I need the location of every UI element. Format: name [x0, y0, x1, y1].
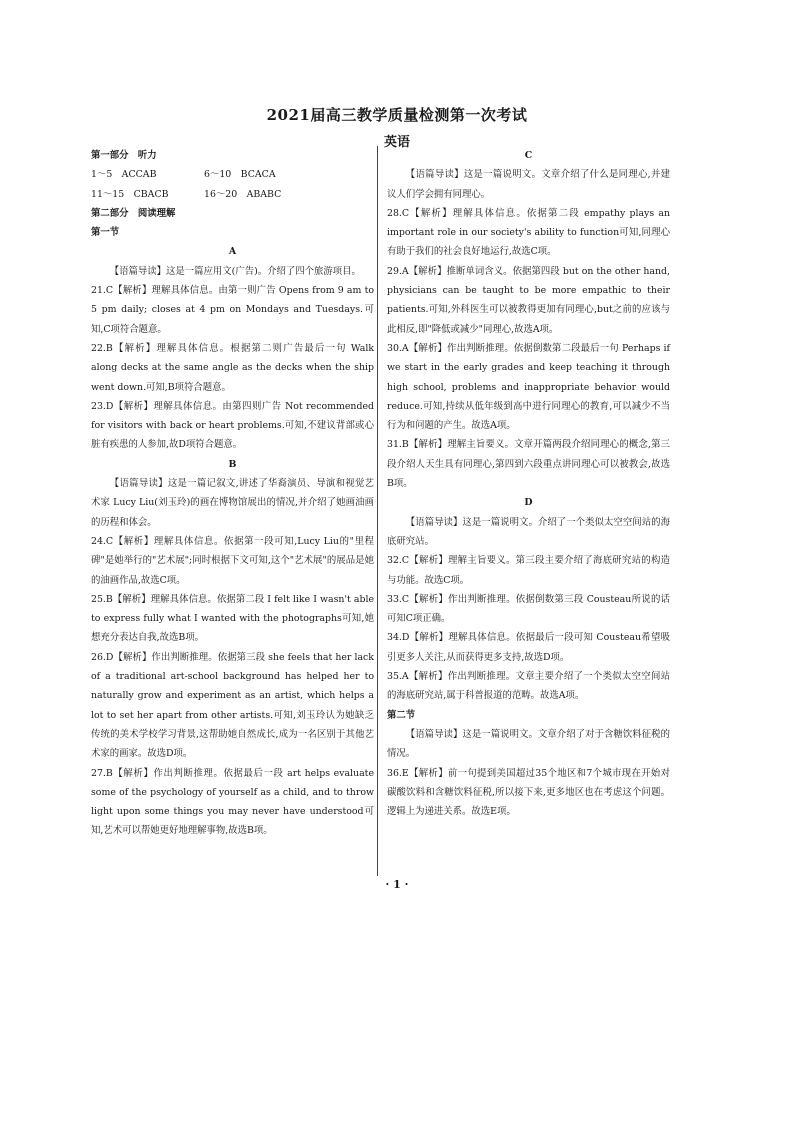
explanation-24: 24.C【解析】理解具体信息。依据第一段可知,Lucy Liu的"里程碑"是她举行的"艺术展";同时根据下文可知,这个"艺术展"的展品是她的油画作品,故选C项。 [91, 535, 374, 586]
answer-row [91, 165, 374, 184]
answer-cell: 11～15 CBACB [91, 188, 169, 200]
answer-row [91, 185, 374, 204]
answer-cell: 16～20 ABABC [204, 188, 282, 200]
explanation-36: 36.E【解析】前一句提到美国超过35个地区和7个城市现在开始对碳酸饮料和含糖饮料征税,所以接下来,更多地区也在考虑这个问题。逻辑上为递进关系。故选E项。 [387, 767, 670, 818]
part2-heading: 第二部分 阅读理解 [91, 207, 176, 219]
explanation-33: 33.C【解析】作出判断推理。依据倒数第三段 Cousteau所说的话可知C项正确。 [387, 593, 670, 625]
explanation-32: 32.C【解析】理解主旨要义。第三段主要介绍了海底研究站的构造与功能。故选C项。 [387, 555, 670, 586]
explanation-28: 28.C【解析】理解具体信息。依据第二段 empathy plays an important role in our society's ability to function可知,同理心有助于我们的社会良好地运行,故选C项。 [387, 207, 670, 258]
explanation-25: 25.B【解析】理解具体信息。依据第二段 I felt like I wasn't able to express fully what I wanted with the photographs可知,她想充分表达自我,故选B项。 [91, 593, 374, 644]
explanation-23: 23.D【解析】理解具体信息。由第四则广告 Not recommended for visitors with back or heart problems.可知,不建议背部或心脏有疾患的人参加,故D项符合题意。 [91, 400, 374, 451]
column-divider [377, 146, 378, 876]
passage-e-guide: 【语篇导读】这是一篇说明文。文章介绍了对于含糖饮料征税的情况。 [387, 728, 670, 760]
answer-cell: 6～10 BCACA [204, 169, 276, 181]
left-column [91, 146, 374, 841]
passage-b-label: B [228, 458, 237, 470]
right-column [387, 146, 670, 821]
page-number: · 1 · [385, 878, 409, 891]
explanation-26: 26.D【解析】作出判断推理。依据第三段 she feels that her lack of a traditional art-school background has helped her to naturally grow and experiment as an artist, which helps a lot to set her apart from other artists.可知,刘玉玲认为她缺乏传统的美术学校学习背景,这帮助她自然成长,成为一名区别于其他艺术家的画家。故选D项。 [91, 651, 374, 760]
explanation-21: 21.C【解析】理解具体信息。由第一则广告 Opens from 9 am to 5 pm daily; closes at 4 pm on Mondays and Tuesdays.可知,C项符合题意。 [91, 285, 374, 335]
subject-heading: 英语 [383, 135, 410, 150]
explanation-30: 30.A【解析】作出判断推理。依据倒数第二段最后一句 Perhaps if we start in the early grades and keep teaching it through high school, problems and inappropriate behavior would reduce.可知,持续从低年级到高中进行同理心的教育,可以减少不当行为和问题的产生。故选A项。 [387, 342, 670, 432]
explanation-22: 22.B【解析】理解具体信息。根据第二则广告最后一句 Walk along decks at the same angle as the decks when the ship went down.可知,B项符合题意。 [91, 342, 374, 393]
passage-c-guide: 【语篇导读】这是一篇说明文。文章介绍了什么是同理心,并建议人们学会拥有同理心。 [387, 169, 670, 200]
passage-d-guide: 【语篇导读】这是一篇说明文。介绍了一个类似太空空间站的海底研究站。 [387, 516, 670, 547]
explanation-35: 35.A【解析】作出判断推理。文章主要介绍了一个类似太空空间站的海底研究站,属于科普报道的范畴。故选A项。 [387, 671, 670, 702]
explanation-34: 34.D【解析】理解具体信息。依据最后一段可知 Cousteau希望吸引更多人关注,从而获得更多支持,故选D项。 [387, 632, 670, 663]
section2-heading: 第二节 [387, 709, 416, 721]
answer-cell: 1～5 ACCAB [91, 169, 157, 181]
passage-c-label: C [524, 150, 533, 161]
exam-title: 2021届高三教学质量检测第一次考试 [266, 106, 528, 124]
part1-heading: 第一部分 听力 [91, 150, 157, 161]
explanation-29: 29.A【解析】推断单词含义。依据第四段 but on the other hand, physicians can be taught to be more empathic to their patients.可知,外科医生可以被教得更加有同理心,but之前的应该与此相反,即"降低或减少"同理心,故选A项。 [387, 265, 670, 335]
explanation-31: 31.B【解析】理解主旨要义。文章开篇两段介绍同理心的概念,第三段介绍人天生具有同理心,第四到六段重点讲同理心可以被教会,故选B项。 [387, 439, 670, 490]
passage-a-guide: 【语篇导读】这是一篇应用文(广告)。介绍了四个旅游项目。 [109, 265, 361, 277]
passage-b-guide: 【语篇导读】这是一篇记叙文,讲述了华裔演员、导演和视觉艺术家 Lucy Liu(刘玉玲)的画在博物馆展出的情况,并介绍了她画油画的历程和体会。 [91, 478, 374, 528]
section1-heading: 第一节 [91, 227, 120, 239]
passage-a-label: A [228, 246, 237, 258]
passage-d-label: D [524, 497, 533, 509]
explanation-27: 27.B【解析】作出判断推理。依据最后一段 art helps evaluate some of the psychology of yourself as a child, and to throw light upon some things you may never have understood可知,艺术可以帮她更好地理解事物,故选B项。 [91, 767, 374, 837]
